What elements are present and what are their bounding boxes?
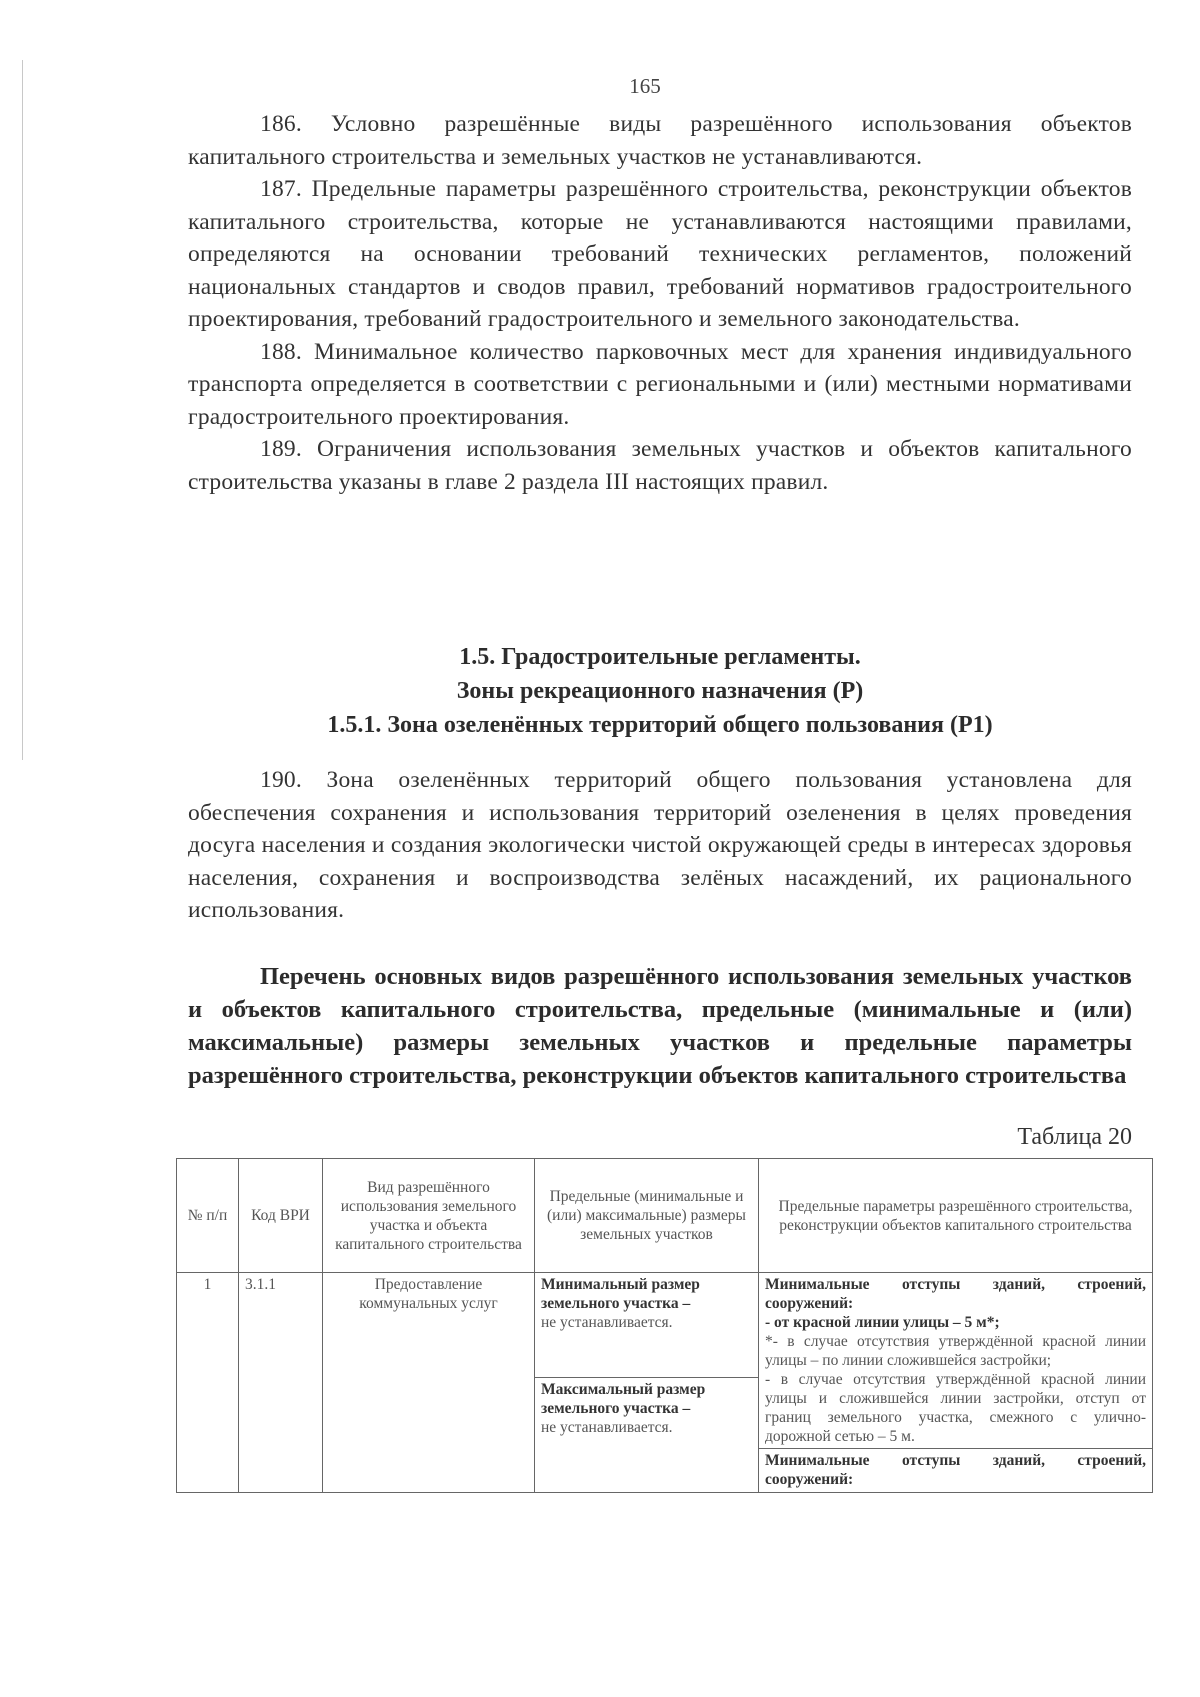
min-size-block bbox=[535, 1273, 758, 1377]
table-row bbox=[177, 1273, 1153, 1493]
max-size-value: не устанавливается. bbox=[541, 1419, 673, 1436]
row-sizes bbox=[535, 1273, 759, 1493]
header-num: № п/п bbox=[177, 1159, 239, 1273]
min-size-value: не устанавливается. bbox=[541, 1314, 673, 1331]
params-heading: Минимальные отступы зданий, строений, сооружений: bbox=[765, 1276, 1146, 1312]
section-heading-line3: 1.5.1. Зона озеленённых территорий общего пользования (Р1) bbox=[327, 712, 993, 738]
paragraph-190: 190. Зона озеленённых территорий общего пользования установлена для обеспечения сохранения и использования территорий озеленения в целях проведения досуга населения и создания экологически чистой окружающей среды в интересах здоровья населения, сохранения и воспроизводства зелёных насаждений, их рационального использования. bbox=[188, 767, 1132, 923]
header-sizes: Предельные (минимальные и (или) максимальные) размеры земельных участков bbox=[535, 1159, 759, 1273]
row-code: 3.1.1 bbox=[239, 1273, 323, 1493]
paragraph-187: 187. Предельные параметры разрешённого строительства, реконструкции объектов капитального строительства, которые не устанавливаются настоящими правилами, определяются на основании требований технических регламентов, положений национальных стандартов и сводов правил, требований нормативов градостроительного проектирования, требований градостроительного и земельного законодательства. bbox=[188, 176, 1132, 332]
params-line-1: - от красной линии улицы – 5 м*; bbox=[765, 1314, 1000, 1331]
list-title bbox=[188, 960, 1132, 1092]
row-params bbox=[759, 1273, 1153, 1493]
row-kind: Предоставление коммунальных услуг bbox=[323, 1273, 535, 1493]
regulation-table bbox=[176, 1158, 1153, 1493]
paragraph-189: 189. Ограничения использования земельных участков и объектов капитального строительства указаны в главе 2 раздела III настоящих правил. bbox=[188, 436, 1132, 495]
scan-margin-line bbox=[22, 60, 23, 760]
row-num: 1 bbox=[177, 1273, 239, 1493]
params-block-2 bbox=[759, 1448, 1152, 1491]
paragraph-186: 186. Условно разрешённые виды разрешённого использования объектов капитального строительства и земельных участков не устанавливаются. bbox=[188, 111, 1132, 170]
page-number: 165 bbox=[629, 74, 661, 98]
paragraph-190-block bbox=[188, 764, 1132, 927]
header-kind: Вид разрешённого использования земельного участка и объекта капитального строительства bbox=[323, 1159, 535, 1273]
header-params: Предельные параметры разрешённого строительства, реконструкции объектов капитального строительства bbox=[759, 1159, 1153, 1273]
params-heading-2: Минимальные отступы зданий, строений, сооружений: bbox=[765, 1452, 1146, 1488]
table-caption: Таблица 20 bbox=[1017, 1124, 1132, 1150]
max-size-block bbox=[535, 1377, 758, 1492]
paragraph-188: 188. Минимальное количество парковочных мест для хранения индивидуального транспорта определяется в соответствии с региональными и (или) местными нормативами градостроительного проектирования. bbox=[188, 338, 1132, 430]
params-line-2: *- в случае отсутствия утверждённой красной линии улицы – по линии сложившейся застройки; bbox=[765, 1333, 1146, 1369]
params-line-3: - в случае отсутствия утверждённой красной линии улицы и сложившейся линии застройки, отступ от границ земельного участка, смежного с улично-дорожной сетью – 5 м. bbox=[765, 1371, 1146, 1445]
section-heading-line2: Зоны рекреационного назначения (Р) bbox=[456, 678, 864, 704]
max-size-label: Максимальный размер земельного участка – bbox=[541, 1381, 706, 1417]
list-title-text: Перечень основных видов разрешённого использования земельных участков и объектов капитального строительства, предельные (минимальные и (или) максимальные) размеры земельных участков и предельные параметры разрешённого строительства, реконструкции объектов капитального строительства bbox=[188, 963, 1132, 1089]
section-heading-line1: 1.5. Градостроительные регламенты. bbox=[459, 644, 861, 670]
table-header-row bbox=[177, 1159, 1153, 1273]
params-block-1 bbox=[759, 1273, 1152, 1448]
section-heading bbox=[188, 640, 1132, 742]
header-code: Код ВРИ bbox=[239, 1159, 323, 1273]
paragraphs-top bbox=[188, 108, 1132, 498]
min-size-label: Минимальный размер земельного участка – bbox=[541, 1276, 700, 1312]
